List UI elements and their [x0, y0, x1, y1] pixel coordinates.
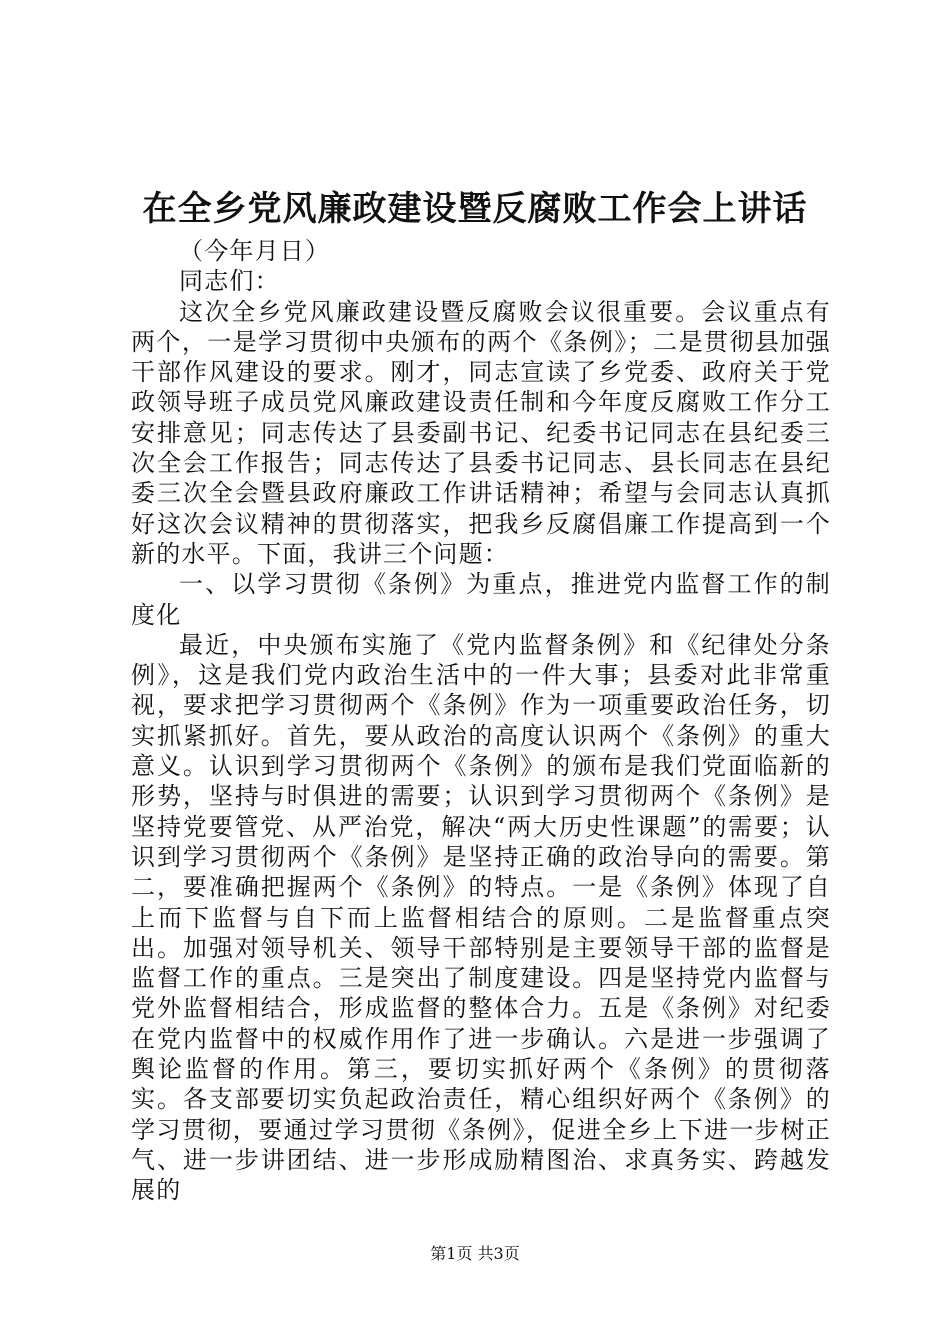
salutation: 同志们： — [179, 267, 280, 296]
body-paragraph: 这次全乡党风廉政建设暨反腐败会议很重要。会议重点有两个，一是学习贯彻中央颁布的两个《条例》；二是贯彻县加强干部作风建设的要求。刚才，同志宣读了乡党委、政府关于党政领导班子成员党风廉政建设责任制和今年度反腐败工作分工安排意见；同志传达了县委副书记、纪委书记同志在县纪委三次全会工作报告；同志传达了县委书记同志、县长同志在县纪委三次全会暨县政府廉政工作讲话精神；希望与会同志认真抓好这次会议精神的贯彻落实，把我乡反腐倡廉工作提高到一个新的水平。下面，我讲三个问题： — [131, 297, 831, 568]
section-heading: 一、以学习贯彻《条例》为重点，推进党内监督工作的制度化 — [131, 570, 831, 629]
date-line: （今年月日） — [179, 237, 331, 265]
body-paragraph: 最近，中央颁布实施了《党内监督条例》和《纪律处分条例》，这是我们党内政治生活中的一件大事；县委对此非常重视，要求把学习贯彻两个《条例》作为一项重要政治任务，切实抓紧抓好。首先，要从政治的高度认识两个《条例》的重大意义。认识到学习贯彻两个《条例》的颁布是我们党面临新的形势，坚持与时俱进的需要；认识到学习贯彻两个《条例》是坚持党要管党、从严治党，解决“两大历史性课题”的需要；认识到学习贯彻两个《条例》是坚持正确的政治导向的需要。第二，要准确把握两个《条例》的特点。一是《条例》体现了自上而下监督与自下而上监督相结合的原则。二是监督重点突出。加强对领导机关、领导干部特别是主要领导干部的监督是监督工作的重点。三是突出了制度建设。四是坚持党内监督与党外监督相结合，形成监督的整体合力。五是《条例》对纪委在党内监督中的权威作用作了进一步确认。六是进一步强调了舆论监督的作用。第三，要切实抓好两个《条例》的贯彻落实。各支部要切实负起政治责任，精心组织好两个《条例》的学习贯彻，要通过学习贯彻《条例》，促进全乡上下进一步树正气、进一步讲团结、进一步形成励精图治、求真务实、跨越发展的 — [131, 630, 831, 1205]
document-title: 在全乡党风廉政建设暨反腐败工作会上讲话 — [142, 189, 808, 229]
document-body — [131, 236, 831, 1206]
page-number: 第1页 共3页 — [430, 1244, 520, 1263]
